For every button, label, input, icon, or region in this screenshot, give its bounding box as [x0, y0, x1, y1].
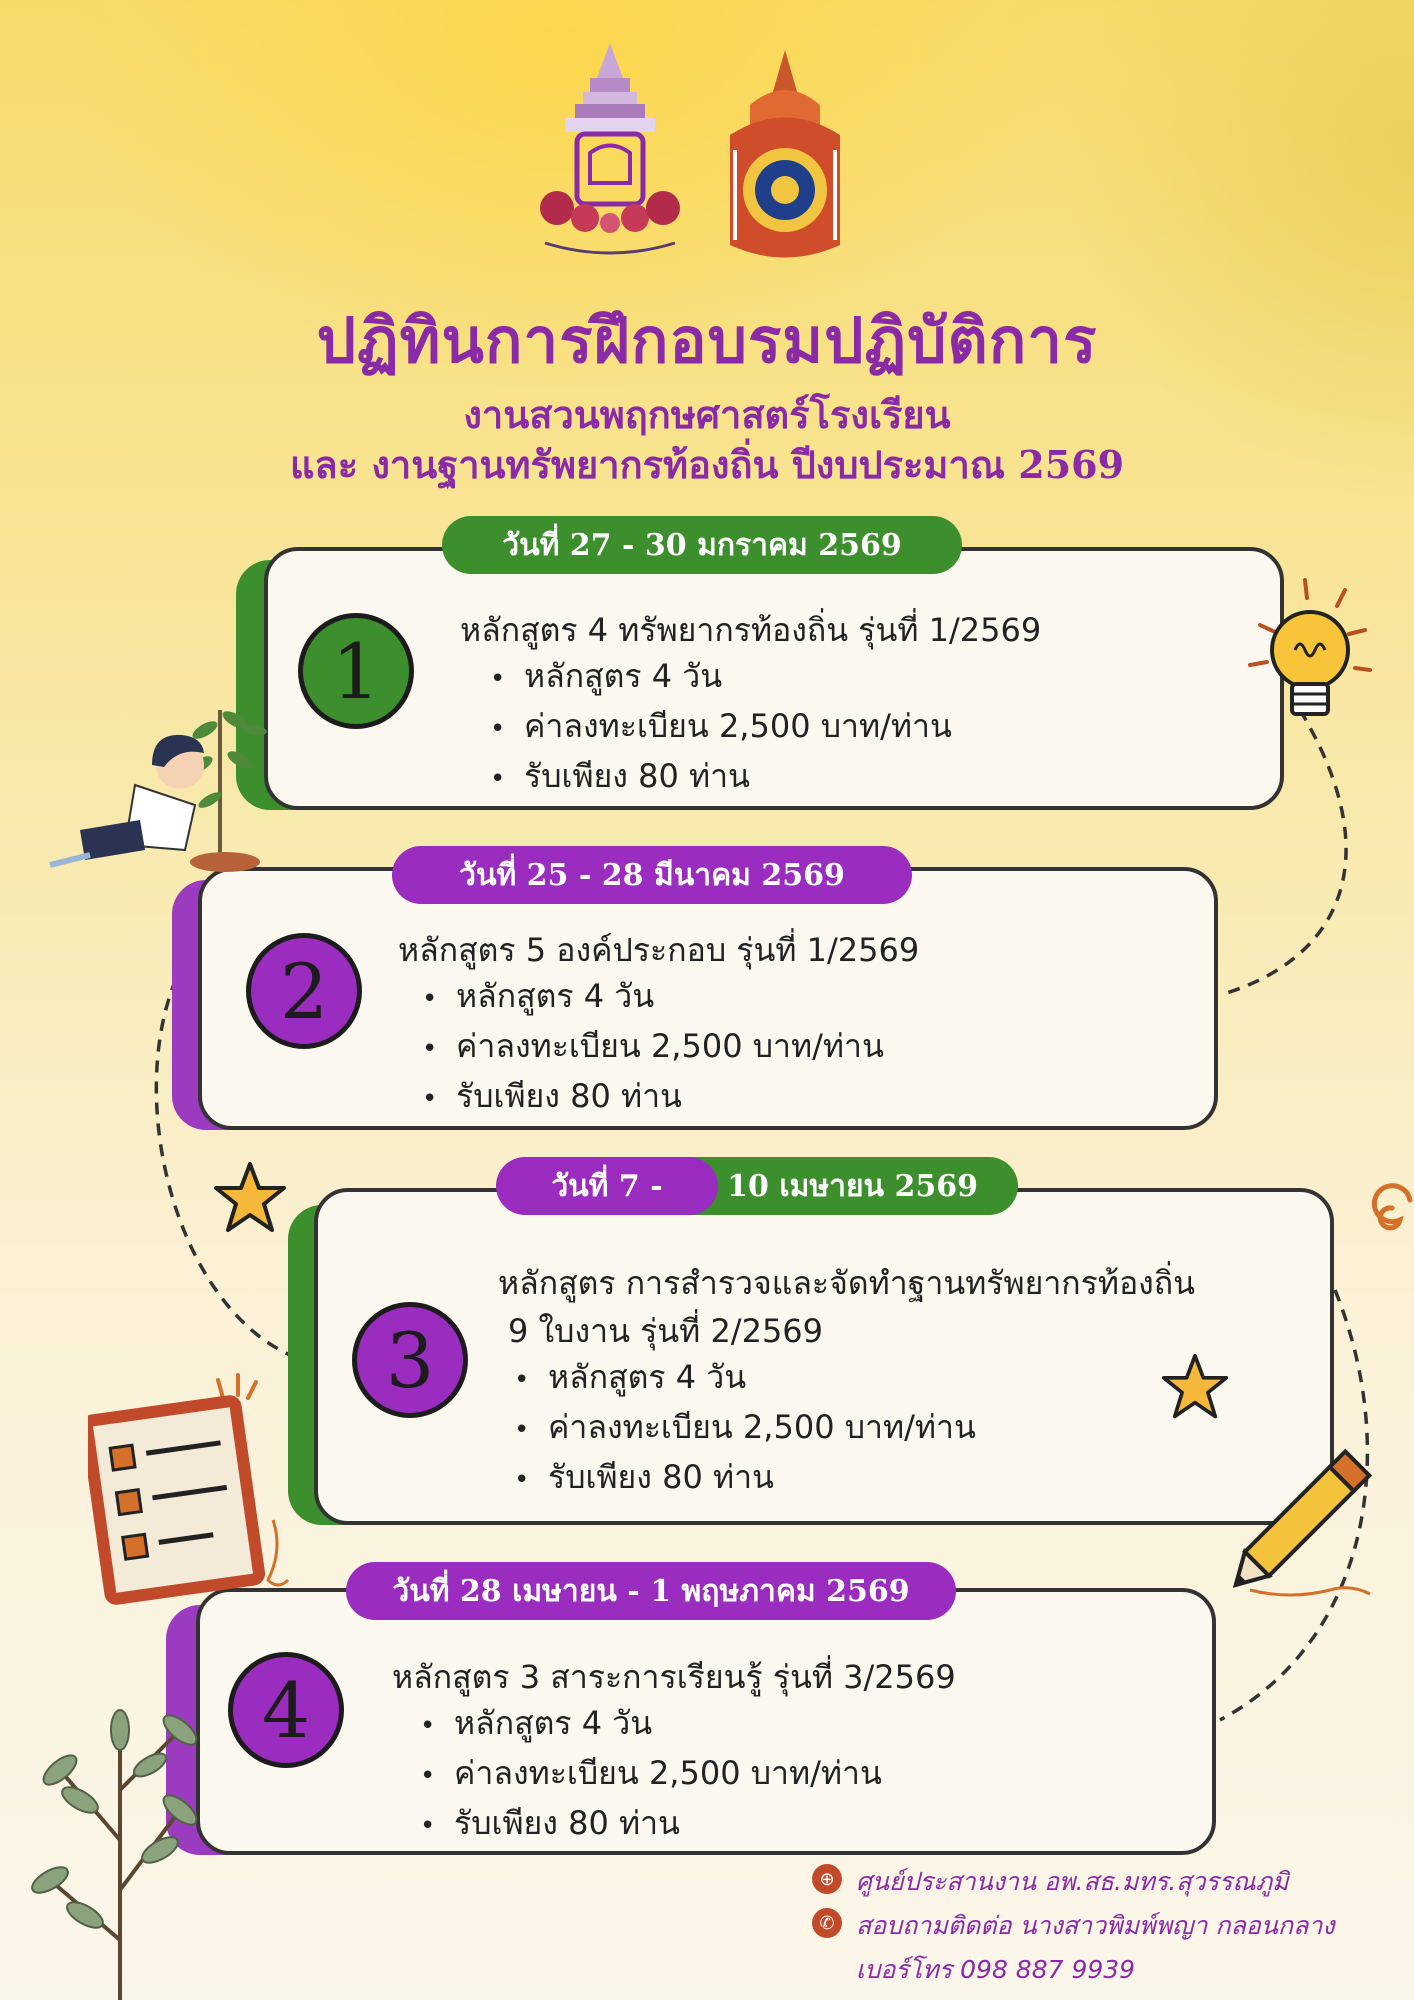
course-number-2: 2: [246, 933, 362, 1049]
course2-duration: • หลักสูตร 4 วัน: [422, 971, 884, 1021]
checklist-icon: [88, 1370, 318, 1610]
course-date-3-part2: 10 เมษายน 2569: [656, 1157, 1018, 1215]
footer-org: ศูนย์ประสานงาน อพ.สธ.มทร.สุวรรณภูมิ: [856, 1867, 1289, 1896]
swirl-icon: [1360, 1160, 1414, 1240]
course4-duration: • หลักสูตร 4 วัน: [420, 1698, 882, 1748]
course-title-3-line1: หลักสูตร การสำรวจและจัดทำฐานทรัพยากรท้องถิ่น: [498, 1264, 1196, 1302]
course-title-1: หลักสูตร 4 ทรัพยากรท้องถิ่น รุ่นที่ 1/2569: [460, 611, 1042, 649]
course1-fee: • ค่าลงทะเบียน 2,500 บาท/ท่าน: [490, 701, 952, 751]
course-number-3: 3: [352, 1302, 468, 1418]
plant-icon: [10, 1690, 230, 2000]
course-details-2: [422, 971, 884, 1121]
course4-seats: • รับเพียง 80 ท่าน: [420, 1798, 882, 1848]
page-subtitle-line2: และ งานฐานทรัพยากรท้องถิ่น ปีงบประมาณ 2569: [289, 442, 1125, 487]
course-number-4: 4: [228, 1652, 344, 1768]
pencil-icon: [1210, 1430, 1400, 1610]
course-card-4: [196, 1588, 1216, 1855]
course-title-2: หลักสูตร 5 องค์ประกอบ รุ่นที่ 1/2569: [398, 931, 920, 969]
course3-duration: • หลักสูตร 4 วัน: [514, 1352, 976, 1402]
globe-icon: ⊕: [812, 1864, 842, 1894]
page-title: ปฏิทินการฝึกอบรมปฏิบัติการ: [316, 304, 1098, 377]
course-title-4: หลักสูตร 3 สาระการเรียนรู้ รุ่นที่ 3/2569: [392, 1658, 956, 1696]
phone-icon: ✆: [812, 1908, 842, 1938]
course-card-2: [198, 867, 1218, 1130]
course1-seats: • รับเพียง 80 ท่าน: [490, 751, 952, 801]
footer-contact: สอบถามติดต่อ นางสาวพิมพ์พญา กลอนกลาง: [856, 1911, 1335, 1940]
course-details-1: [490, 651, 952, 801]
page-subtitle-line1: งานสวนพฤกษศาสตร์โรงเรียน: [463, 392, 951, 437]
star-icon: [212, 1160, 288, 1236]
course1-duration: • หลักสูตร 4 วัน: [490, 651, 952, 701]
course-details-3: [514, 1352, 976, 1502]
course-date-3-part1: วันที่ 7 -: [496, 1157, 718, 1215]
lightbulb-icon: [1245, 570, 1385, 740]
girl-planting-illustration: [40, 670, 290, 880]
course4-fee: • ค่าลงทะเบียน 2,500 บาท/ท่าน: [420, 1748, 882, 1798]
course-number-1: 1: [298, 613, 414, 729]
course-date-2: วันที่ 25 - 28 มีนาคม 2569: [392, 846, 912, 904]
footer-phone: เบอร์โทร 098 887 9939: [856, 1955, 1136, 1984]
course2-fee: • ค่าลงทะเบียน 2,500 บาท/ท่าน: [422, 1021, 884, 1071]
course-card-1: [264, 547, 1284, 810]
course-details-4: [420, 1698, 882, 1848]
course2-seats: • รับเพียง 80 ท่าน: [422, 1071, 884, 1121]
course-title-3-line2: 9 ใบงาน รุ่นที่ 2/2569: [508, 1312, 824, 1350]
course-date-4: วันที่ 28 เมษายน - 1 พฤษภาคม 2569: [346, 1562, 956, 1620]
course3-seats: • รับเพียง 80 ท่าน: [514, 1452, 976, 1502]
course-date-1: วันที่ 27 - 30 มกราคม 2569: [442, 516, 962, 574]
star-icon: [1160, 1352, 1230, 1422]
course3-fee: • ค่าลงทะเบียน 2,500 บาท/ท่าน: [514, 1402, 976, 1452]
